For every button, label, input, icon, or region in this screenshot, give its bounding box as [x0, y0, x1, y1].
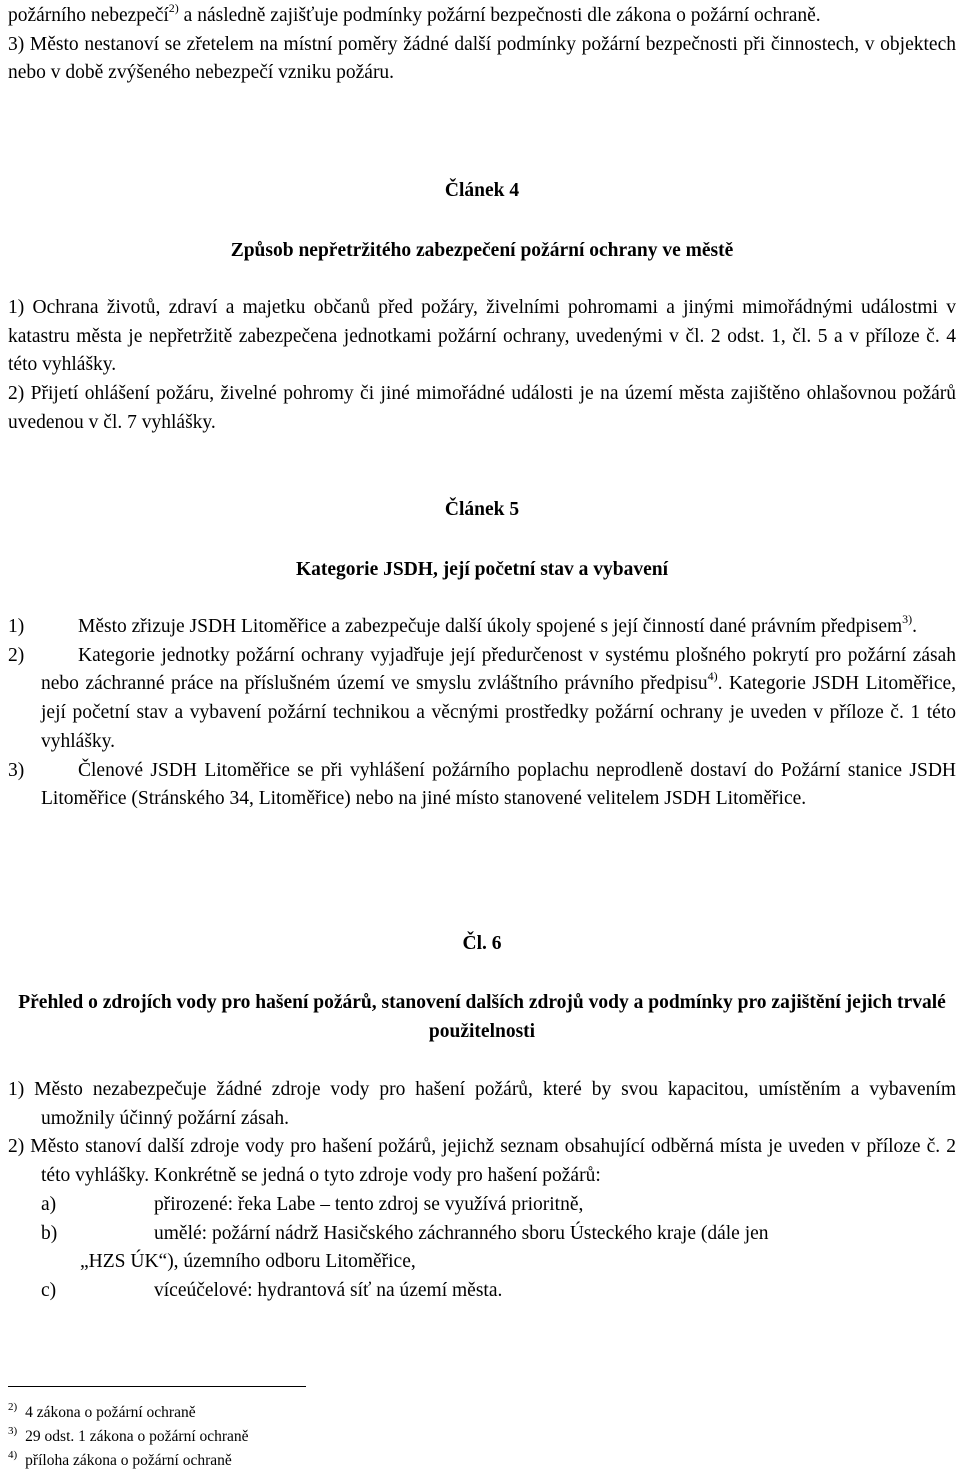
footnote-ref-2: 2): [168, 1, 179, 15]
footnote-text: příloha zákona o požární ochraně: [25, 1452, 232, 1469]
article-4-paragraph-1: 1) Ochrana životů, zdraví a majetku občanů před požáry, živelními pohromami a jinými mimořádnými událostmi v katastru města je nepřetržitě zabezpečena jednotkami požární ochrany, uvedenými v čl. 2 odst. 1, čl. 5 a v příloze č. 4 této vyhlášky.: [8, 297, 956, 376]
article-4-title-wrap: [8, 237, 956, 266]
paragraph-text: . Kategorie JSDH Litoměřice, její početní stav a vybavení požární technikou a věcnými prostředky požární ochrany je uveden v příloze č. 1 této vyhlášky.: [41, 673, 956, 752]
list-item: [8, 1248, 956, 1277]
article-5-paragraph-2: [8, 642, 956, 757]
list-key: c): [41, 1279, 57, 1301]
paragraph-end: .: [912, 616, 918, 637]
article-6-paragraph-2: 2) Město stanoví další zdroje vody pro hašení požárů, jejichž seznam obsahující odběrná místa je uveden v příloze č. 2 této vyhlášky. Konkrétně se jedná o tyto zdroje vody pro hašení požárů:: [8, 1136, 956, 1187]
list-item: [8, 1191, 956, 1220]
article-4-number: Článek 4: [444, 180, 520, 201]
article-6-title-wrap: [8, 989, 956, 1046]
list-key: b): [41, 1222, 58, 1244]
article-5-paragraph-1: [8, 613, 956, 642]
list-text: víceúčelové: hydrantová síť na území města.: [154, 1279, 503, 1301]
list-number: 2): [8, 644, 25, 666]
paragraph-text: Členové JSDH Litoměřice se při vyhlášení požárního poplachu neprodleně dostaví do Požární stanice JSDH Litoměřice (Stránského 34, Litoměřice) nebo na jiné místo stanovené velitelem JSDH Litoměřice.: [41, 759, 956, 810]
article-5-title-wrap: [8, 556, 956, 585]
list-item: [8, 1220, 956, 1249]
footnote-3: [8, 1425, 249, 1449]
paragraph-text: Město zřizuje JSDH Litoměřice a zabezpečuje další úkoly spojené s její činností dané právním předpisem: [78, 616, 903, 637]
list-text: „HZS ÚK“), územního odboru Litoměřice,: [80, 1251, 416, 1273]
article-5-body: [8, 613, 956, 814]
list-key: a): [41, 1193, 57, 1215]
footnote-4: [8, 1449, 249, 1473]
intro-paragraph: [8, 2, 956, 31]
article-4-paragraph-2: 2) Přijetí ohlášení požáru, živelné pohromy či jiné mimořádné události je na území města zajištěno ohlašovnou požárů uvedenou v čl. 7 vyhlášky.: [8, 383, 956, 433]
article-6-title: Přehled o zdrojích vody pro hašení požárů, stanovení dalších zdrojů vody a podmínky pro zajištění jejich trvalé použitelnosti: [18, 992, 946, 1042]
footnote-text: 29 odst. 1 zákona o požární ochraně: [25, 1428, 249, 1445]
article-5-number: Článek 5: [444, 499, 520, 520]
article-4-body: [8, 294, 956, 438]
intro-text-a: požárního nebezpečí: [8, 5, 169, 26]
article-6-paragraph-1: 1) Město nezabezpečuje žádné zdroje vody pro hašení požárů, které by svou kapacitou, umístěním a vybavením umožnily účinný požární zásah.: [8, 1079, 956, 1129]
article-6-body: [8, 1076, 956, 1306]
footnote-divider: [8, 1386, 306, 1387]
article-6-number: Čl. 6: [462, 933, 502, 954]
footnote-2: [8, 1401, 249, 1425]
article-4: [8, 177, 956, 206]
article-5-paragraph-3: [8, 757, 956, 814]
list-number: 1): [8, 616, 25, 637]
footnote-ref-3: 3): [902, 612, 913, 626]
paragraph-text: Kategorie jednotky požární ochrany vyjadřuje její předurčenost v systému plošného pokrytí pro požární zásah nebo záchranné práce na příslušném území ve smyslu zvláštního právního předpisu: [41, 644, 956, 695]
footnotes: [8, 1401, 249, 1473]
article-4-title: Způsob nepřetržitého zabezpečení požární ochrany ve městě: [230, 240, 734, 261]
list-text: přirozené: řeka Labe – tento zdroj se využívá prioritně,: [154, 1193, 584, 1215]
intro-section: [8, 2, 956, 88]
article-5-title: Kategorie JSDH, její početní stav a vybavení: [295, 559, 669, 580]
footnote-mark: 4): [8, 1449, 18, 1461]
footnote-ref-4: 4): [707, 669, 718, 684]
footnote-mark: 2): [8, 1401, 18, 1413]
article-5: [8, 496, 956, 525]
list-text: umělé: požární nádrž Hasičského záchranného sboru Ústeckého kraje (dále jen: [154, 1222, 769, 1244]
list-number: 3): [8, 759, 25, 781]
footnote-mark: 3): [8, 1425, 18, 1437]
footnote-text: 4 zákona o požární ochraně: [25, 1404, 196, 1421]
list-item: [8, 1277, 956, 1306]
intro-point-3: 3) Město nestanoví se zřetelem na místní poměry žádné další podmínky požární bezpečnosti při činnostech, v objektech nebo v době zvýšeného nebezpečí vzniku požáru.: [8, 33, 956, 84]
article-6: [8, 930, 956, 959]
intro-text-b: a následně zajišťuje podmínky požární bezpečnosti dle zákona o požární ochraně.: [178, 5, 821, 26]
